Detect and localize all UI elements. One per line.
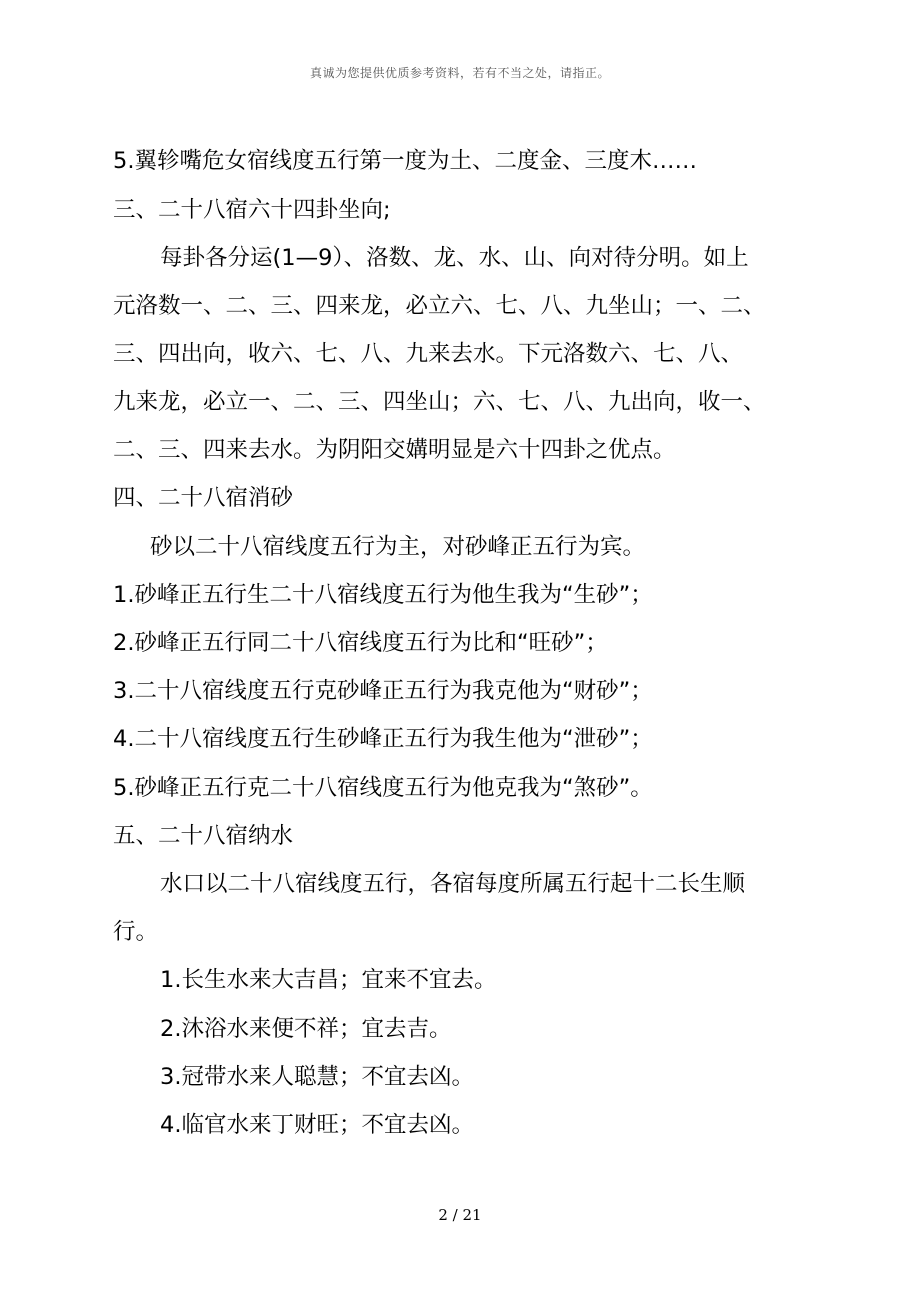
text-line: 水口以二十八宿线度五行，各宿每度所属五行起十二长生顺 xyxy=(160,871,746,897)
list-item: 2.砂峰正五行同二十八宿线度五行为比和“旺砂”； xyxy=(113,630,608,656)
section-heading: 三、二十八宿六十四卦坐向; xyxy=(113,197,391,223)
list-item: 1.砂峰正五行生二十八宿线度五行为他生我为“生砂”； xyxy=(113,582,653,608)
text-line: 元洛数一、二、三、四来龙，必立六、七、八、九坐山；一、二、 xyxy=(113,293,766,319)
list-item: 3.二十八宿线度五行克砂峰正五行为我克他为“财砂”； xyxy=(113,678,653,704)
list-item: 2.沐浴水来便不祥；宜去吉。 xyxy=(160,1016,452,1042)
text-line: 行。 xyxy=(113,919,159,945)
list-item: 4.临官水来丁财旺；不宜去凶。 xyxy=(160,1112,474,1138)
text-line: 二、三、四来去水。为阴阳交媾明显是六十四卦之优点。 xyxy=(113,437,676,463)
header-note: 真诚为您提供优质参考资料，若有不当之处，请指正。 xyxy=(309,66,610,80)
list-item: 3.冠带水来人聪慧；不宜去凶。 xyxy=(160,1064,474,1090)
section-heading: 五、二十八宿纳水 xyxy=(113,823,294,849)
list-item: 4.二十八宿线度五行生砂峰正五行为我生他为“泄砂”； xyxy=(113,726,653,752)
list-item: 5.砂峰正五行克二十八宿线度五行为他克我为“煞砂”。 xyxy=(113,775,653,801)
text-line: 九来龙，必立一、二、三、四坐山；六、七、八、九出向，收一、 xyxy=(113,389,766,415)
text-line: 砂以二十八宿线度五行为主，对砂峰正五行为宾。 xyxy=(150,534,646,560)
section-heading: 四、二十八宿消砂 xyxy=(113,485,294,511)
text-line: 三、四出向，收六、七、八、九来去水。下元洛数六、七、八、 xyxy=(113,341,744,367)
page-number: 2 / 21 xyxy=(438,1206,482,1224)
list-item: 1.长生水来大吉昌；宜来不宜去。 xyxy=(160,967,497,993)
text-line: 每卦各分运(1—9）、洛数、龙、水、山、向对待分明。如上 xyxy=(160,245,749,271)
text-line: 5.翼轸嘴危女宿线度五行第一度为土、二度金、三度木…… xyxy=(113,148,697,174)
